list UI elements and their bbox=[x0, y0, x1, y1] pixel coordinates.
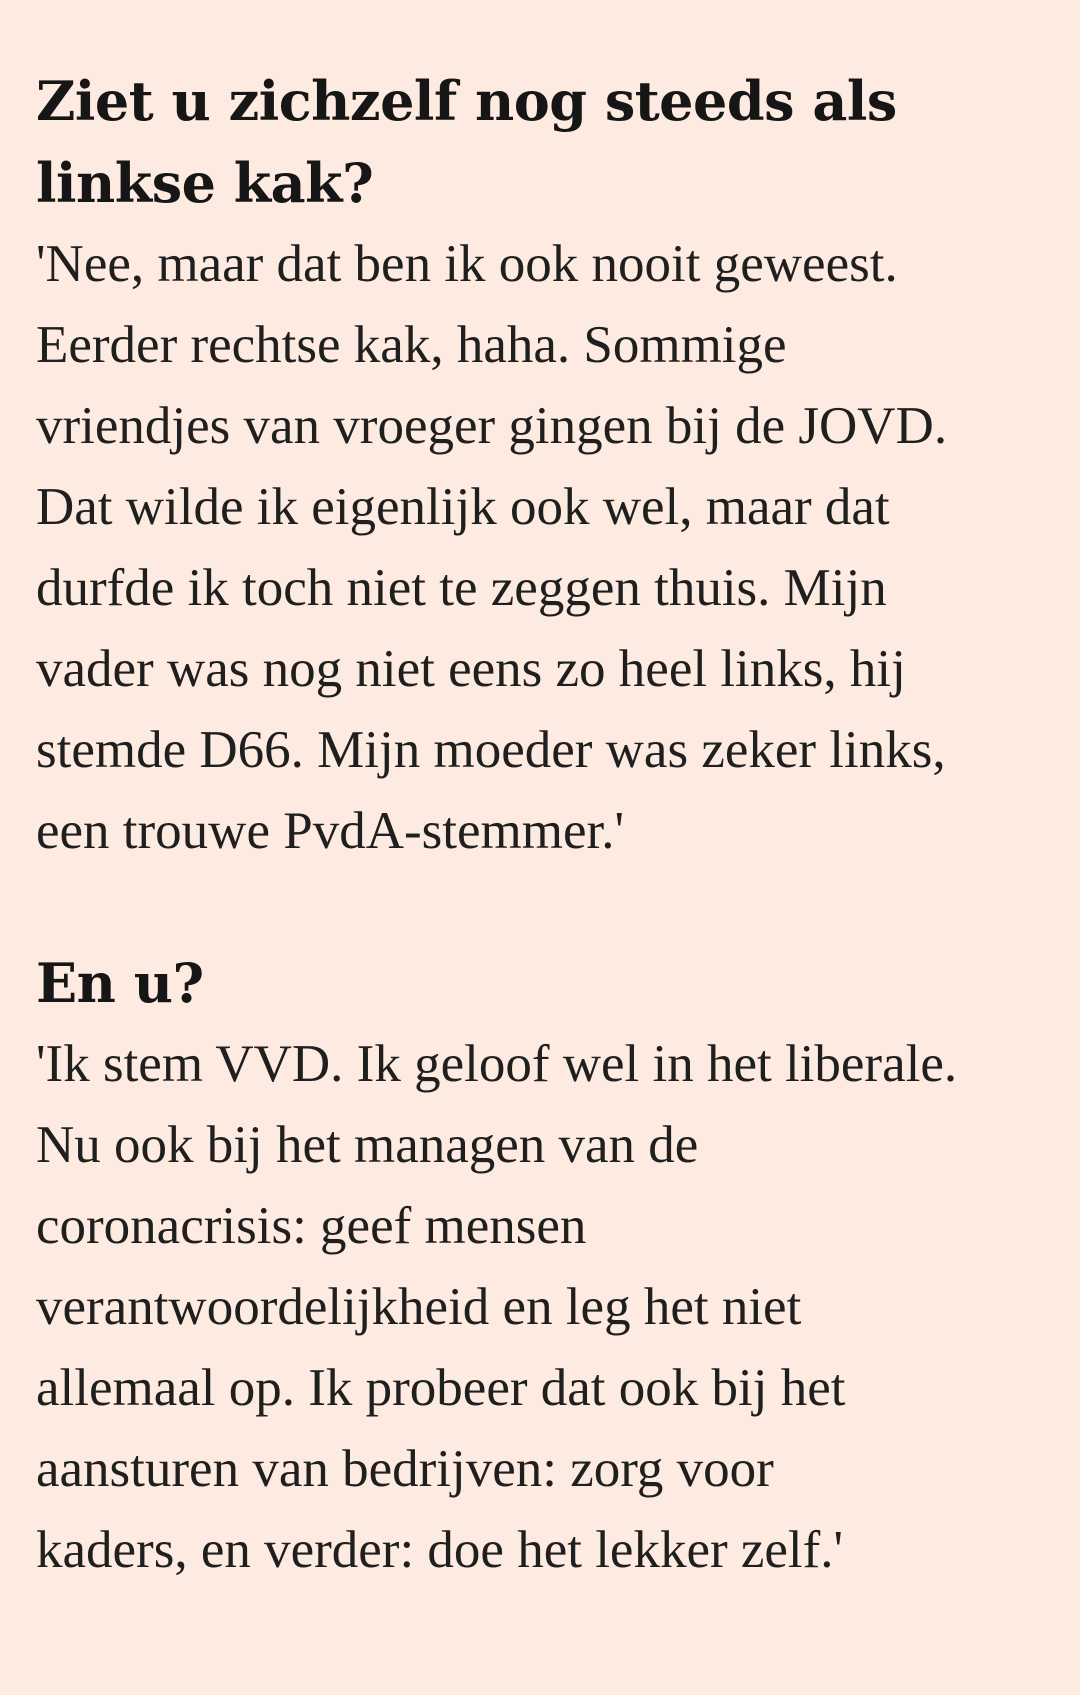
qa-block-1 bbox=[36, 60, 1044, 872]
question-heading bbox=[36, 60, 1044, 224]
answer-line: coronacrisis: geef mensen bbox=[36, 1197, 587, 1255]
answer-line: kaders, en verder: doe het lekker zelf.' bbox=[36, 1521, 844, 1579]
answer-line: vriendjes van vroeger gingen bij de JOVD. bbox=[36, 397, 948, 455]
answer-line: vader was nog niet eens zo heel links, hij bbox=[36, 640, 906, 698]
answer-line: 'Ik stem VVD. Ik geloof wel in het liberale. bbox=[36, 1035, 958, 1093]
answer-line: allemaal op. Ik probeer dat ook bij het bbox=[36, 1359, 846, 1417]
answer-line: verantwoordelijkheid en leg het niet bbox=[36, 1278, 802, 1336]
answer-line: durfde ik toch niet te zeggen thuis. Mijn bbox=[36, 559, 887, 617]
qa-block-2 bbox=[36, 942, 1044, 1591]
question-line: Ziet u zichzelf nog steeds als bbox=[36, 69, 897, 133]
answer-line: stemde D66. Mijn moeder was zeker links, bbox=[36, 721, 946, 779]
answer-line: Eerder rechtse kak, haha. Sommige bbox=[36, 316, 787, 374]
answer-line: een trouwe PvdA-stemmer.' bbox=[36, 802, 624, 860]
answer-line: Nu ook bij het managen van de bbox=[36, 1116, 699, 1174]
question-line: En u? bbox=[36, 951, 204, 1015]
answer-line: Dat wilde ik eigenlijk ook wel, maar dat bbox=[36, 478, 890, 536]
answer-line: 'Nee, maar dat ben ik ook nooit geweest. bbox=[36, 235, 898, 293]
answer-paragraph bbox=[36, 224, 1044, 872]
question-line: linkse kak? bbox=[36, 151, 374, 215]
question-heading bbox=[36, 942, 1044, 1024]
answer-line: aansturen van bedrijven: zorg voor bbox=[36, 1440, 774, 1498]
answer-paragraph bbox=[36, 1024, 1044, 1591]
